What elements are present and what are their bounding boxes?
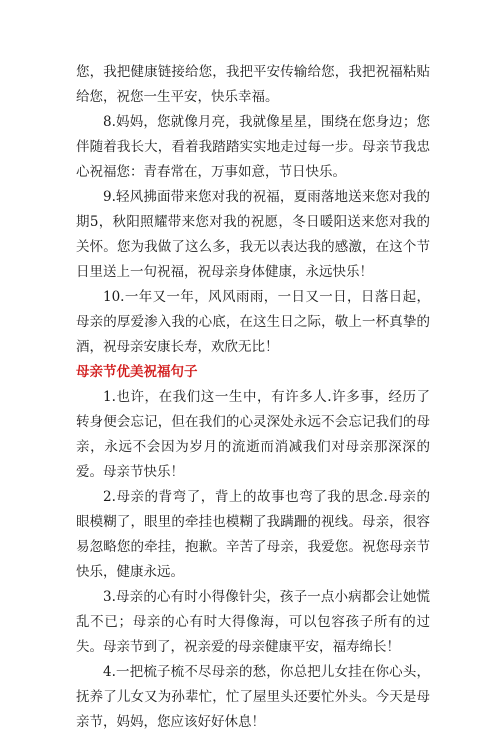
blessing-continuation-7: 您，我把健康链接给您，我把平安传输给您，我把祝福粘贴给您，祝您一生平安，快乐幸福。 (76, 64, 430, 105)
blessing-9: 9.轻风拂面带来您对我的祝福，夏雨落地送来您对我的期5，秋阳照耀带来您对我的祝愿，冬日暖阳送来您对我的关怀。您为我做了这么多，我无以表达我的感激，在这个节日里送上一句祝福，祝母亲身体健康，永远快乐！ (76, 189, 430, 280)
section-blessing-4: 4.一把梳子梳不尽母亲的愁，你总把儿女挂在你心头，抚养了儿女又为孙辈忙，忙了屋里头还要忙外头。今天是母亲节，妈妈，您应该好好休息！ (76, 664, 430, 730)
section-blessing-1: 1.也许，在我们这一生中，有许多人.许多事，经历了转身便会忘记，但在我们的心灵深处永远不会忘记我们的母亲，永远不会因为岁月的流逝而消减我们对母亲那深深的爱。母亲节快乐！ (76, 389, 430, 480)
blessing-8: 8.妈妈，您就像月亮，我就像星星，围绕在您身边；您伴随着我长大，看着我踏踏实实地走过每一步。母亲节我忠心祝福您：青春常在，万事如意，节日快乐。 (76, 114, 430, 180)
blessing-10: 10.一年又一年，风风雨雨，一日又一日，日落日起，母亲的厚爱渗入我的心底，在这生日之际，敬上一杯真挚的酒，祝母亲安康长寿，欢欣无比！ (76, 289, 430, 355)
section-title: 母亲节优美祝福句子 (76, 364, 198, 380)
document-page (76, 60, 430, 735)
section-blessing-2: 2.母亲的背弯了，背上的故事也弯了我的思念.母亲的眼模糊了，眼里的牵挂也模糊了我蹒跚的视线。母亲，很容易忽略您的牵挂，抱歉。辛苦了母亲，我爱您。祝您母亲节快乐，健康永远。 (76, 489, 430, 580)
section-blessing-3: 3.母亲的心有时小得像针尖，孩子一点小病都会让她慌乱不已；母亲的心有时大得像海，可以包容孩子所有的过失。母亲节到了，祝亲爱的母亲健康平安，福寿绵长！ (76, 589, 430, 655)
